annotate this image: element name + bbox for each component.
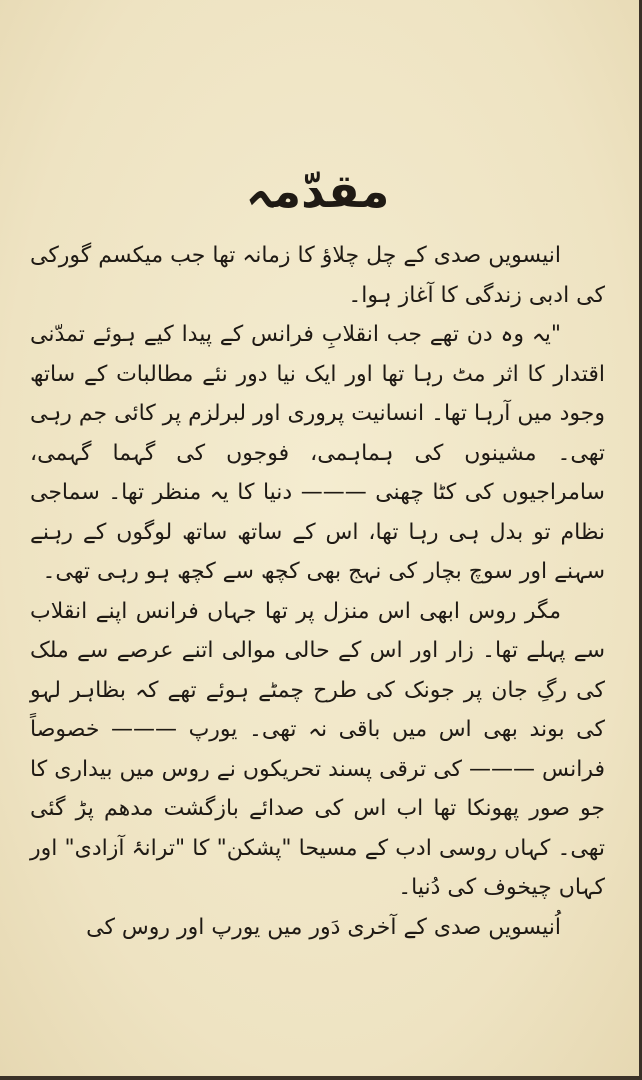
paragraph-2: "یہ وہ دن تھے جب انقلابِ فرانس کے پیدا کیے ہوئے تمدّنی اقتدار کا اثر مٹ رہا تھا اور ایک نیا دور نئے مطالبات کے ساتھ وجود میں آرہا تھا۔ انسانیت پروری اور لبرلزم پر کائی جم رہی تھی۔ مشینوں کی ہماہمی، فوجوں کی گہما گہمی، سامراجیوں کی کٹا چھنی ——— دنیا کا یہ منظر تھا۔ سماجی نظام تو بدل ہی رہا تھا، اس کے ساتھ ساتھ لوگوں کے رہنے سہنے اور سوچ بچار کی نہج بھی کچھ سے کچھ ہو رہی تھی۔ <box>30 322 605 584</box>
paragraph-1: انیسویں صدی کے چل چلاؤ کا زمانہ تھا جب میکسم گورکی کی ادبی زندگی کا آغاز ہوا۔ <box>30 243 605 308</box>
paragraph-4: اُنیسویں صدی کے آخری دَور میں یورپ اور روس کی <box>86 914 561 940</box>
page-title: مقدّمہ <box>245 164 390 218</box>
page-body <box>30 236 605 947</box>
paragraph-3: مگر روس ابھی اس منزل پر تھا جہاں فرانس اپنے انقلاب سے پہلے تھا۔ زار اور اس کے حالی موالی اتنے عرصے سے ملک کی رگِ جان پر جونک کی طرح چمٹے ہوئے تھے کہ بظاہر لہو کی بوند بھی اس میں باقی نہ تھی۔ یورپ ——— خصوصاً فرانس ——— کی ترقی پسند تحریکوں نے روس میں بیداری کا جو صور پھونکا تھا اب اس کی صدائے بازگشت مدھم پڑ گئی تھی۔ کہاں روسی ادب کے مسیحا "پشکن" کا "ترانۂ آزادی" اور کہاں چیخوف کی دُنیا۔ <box>30 598 605 900</box>
